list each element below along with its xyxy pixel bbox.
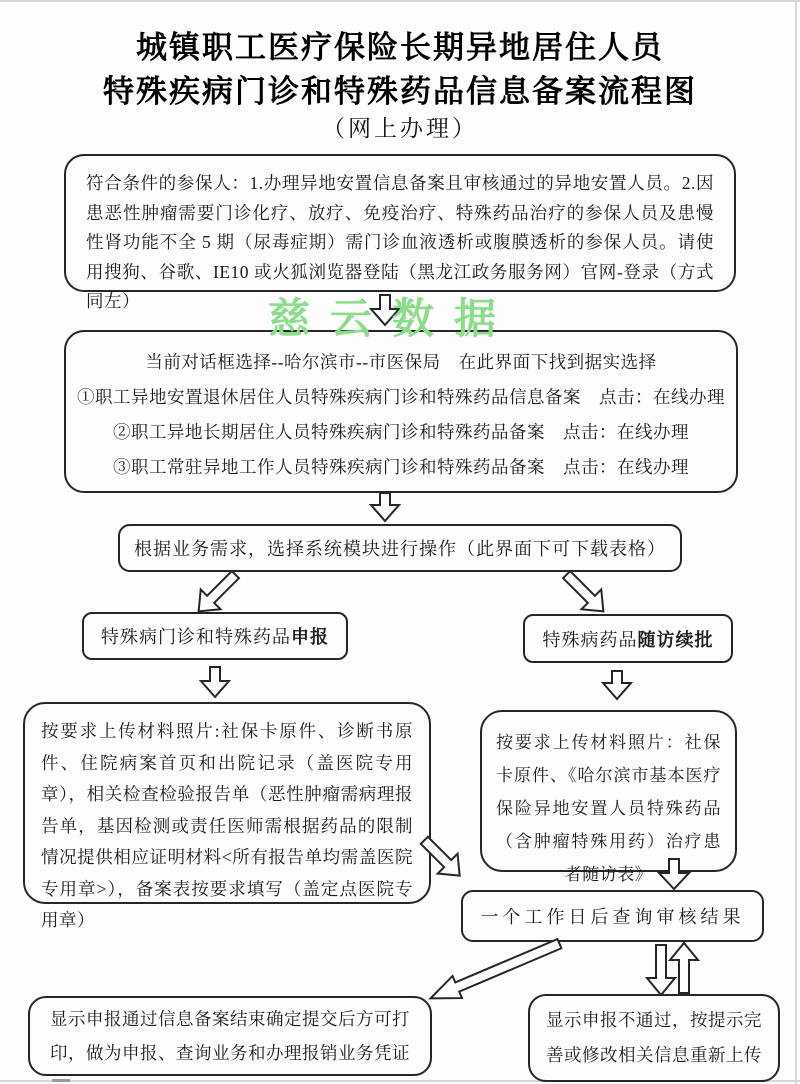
dialog-option-3: ③职工常驻异地工作人员特殊疾病门诊和特殊药品备案 点击：在线办理 [113, 457, 689, 477]
page-subtitle: （网上办理） [322, 116, 478, 141]
approved-outcome-box: 显示申报通过信息备案结束确定提交后方可打印，做为申报、查询业务和办理报销业务凭证 [28, 996, 432, 1076]
rejected-outcome-box: 显示申报不通过，按提示完善或修改相关信息重新上传 [528, 994, 780, 1082]
arrow-down-icon [600, 670, 634, 700]
renewal-materials-box: 按要求上传材料照片：社保卡原件、《哈尔滨市基本医疗保险异地安置人员特殊药品（含肿瘤特殊用药）治疗患者随访表》 [480, 710, 737, 872]
arrow-down-icon [198, 666, 232, 698]
arrow-up-icon [669, 942, 699, 994]
renewal-branch-label: 特殊病药品 [542, 629, 638, 650]
page-edge-top [0, 0, 800, 2]
renewal-branch-box [523, 614, 733, 663]
declare-branch-box [82, 612, 348, 660]
dialog-selection-box [64, 330, 738, 493]
declare-branch-label-bold: 申报 [291, 627, 329, 647]
eligibility-box: 符合条件的参保人：1.办理异地安置信息备案且审核通过的异地安置人员。2.因患恶性肿瘤需要门诊化疗、放疗、免疫治疗、特殊药品治疗的参保人员及患慢性肾功能不全 5 期（尿毒症期）需门诊血液透析或腹膜透析的参保人员。请使用搜狗、谷歌、IE10 或火狐浏览器登陆（黑龙江政务服务网）官网-登录（方式同左） [64, 154, 736, 292]
page-title-line1: 城镇职工医疗保险长期异地居住人员 [136, 30, 664, 65]
declare-materials-box: 按要求上传材料照片:社保卡原件、诊断书原件、住院病案首页和出院记录（盖医院专用章），相关检查检验报告单（恶性肿瘤需病理报告单，基因检测或责任医师需根据药品的限制情况提供相应证明材料<所有报告单均需盖医院专用章>），备案表按要求填写（盖定点医院专用章） [23, 702, 431, 904]
watermark-text: 慈云数据 [268, 295, 517, 342]
dialog-option-1: ①职工异地安置退休居住人员特殊疾病门诊和特殊药品信息备案 点击：在线办理 [77, 387, 725, 407]
dialog-option-2: ②职工异地长期居住人员特殊疾病门诊和特殊药品备案 点击：在线办理 [113, 422, 689, 442]
dialog-header: 当前对话框选择--哈尔滨市--市医保局 在此界面下找到据实选择 [145, 352, 657, 372]
arrow-down-icon [656, 858, 692, 890]
declare-branch-label: 特殊病门诊和特殊药品 [101, 627, 291, 647]
page-edge-right [795, 0, 797, 1084]
renewal-branch-label-bold: 随访续批 [637, 629, 714, 650]
module-selection-box: 根据业务需求，选择系统模块进行操作（此界面下可下载表格） [118, 524, 682, 572]
result-query-box: 一个工作日后查询审核结果 [461, 890, 764, 942]
arrow-down-icon [368, 492, 402, 522]
page-edge-mark [52, 1079, 70, 1082]
page-title-line2: 特殊疾病门诊和特殊药品信息备案流程图 [103, 74, 697, 109]
